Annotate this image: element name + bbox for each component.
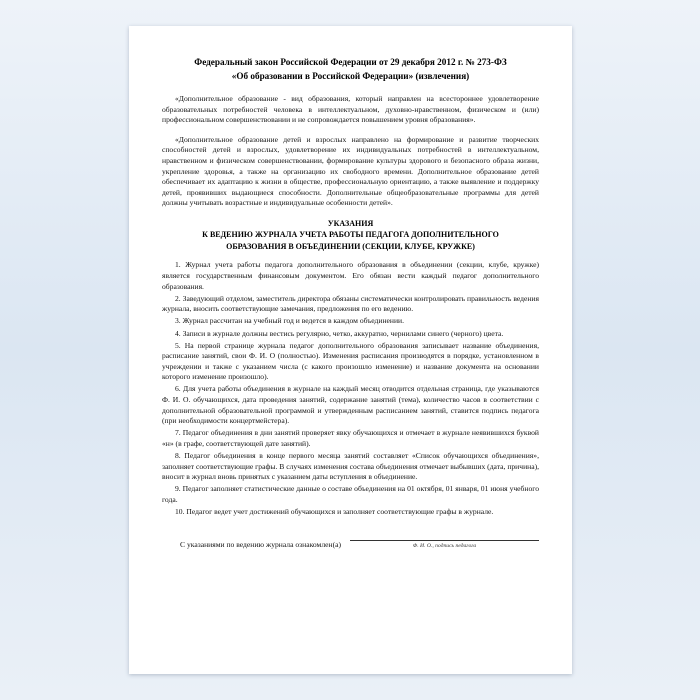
section-heading	[162, 218, 539, 253]
signature-caption: Ф. И. О., подпись педагога	[412, 542, 477, 549]
list-item: 6. Для учета работы объединения в журнале на каждый месяц отводится отдельная страница, где указываются Ф. И. О. обучающихся, дата проведения занятий, содержание занятий (тема), количество часов в соответствии с дополнительной образовательной программой и утвержденным расписанием занятий, ставится подпись педагога (при необходимости концертмейстера).	[162, 384, 539, 426]
document-title-line-1: Федеральный закон Российской Федерации от 29 декабря 2012 г. № 273-ФЗ	[194, 57, 507, 67]
document-page	[129, 26, 572, 674]
signature-line	[350, 531, 539, 541]
list-item: 10. Педагог ведет учет достижений обучающихся и заполняет соответствующие графы в журнале.	[175, 507, 494, 516]
intro-paragraph-2: «Дополнительное образование детей и взрослых направлено на формирование и развитие творческих способностей детей и взрослых, удовлетворение их индивидуальных потребностей в интеллектуальном, нравственном и физическом совершенствовании, формирование культуры здорового и безопасного образа жизни, укрепление здоровья, а также на организацию их свободного времени. Дополнительное образование детей обеспечивает их адаптацию к жизни в обществе, профессиональную ориентацию, а также выявление и поддержку детей, проявивших выдающиеся способности. Дополнительные общеобразовательные программы для детей должны учитывать возрастные и индивидуальные особенности детей».	[162, 134, 539, 208]
list-item: 2. Заведующий отделом, заместитель директора обязаны систематически контролировать правильность ведения журнала, вносить соответствующие замечания, предложения по его ведению.	[162, 293, 539, 314]
signature-block	[162, 531, 539, 549]
list-item: 4. Записи в журнале должны вестись регулярно, четко, аккуратно, чернилами синего (черного) цвета.	[175, 328, 504, 338]
list-item: 5. На первой странице журнала педагог дополнительного образования записывает название объединения, расписание занятий, свои Ф. И. О (полностью). Изменения расписания производятся в порядке, установленном в учреждении и также с указанием числа (с какого произошло изменение) и название документа на основании которого изменение произошло).	[162, 340, 539, 382]
page-title	[162, 56, 539, 83]
document-title-line-2: «Об образовании в Российской Федерации» (извлечения)	[231, 70, 470, 81]
list-item: 7. Педагог объединения в дни занятий проверяет явку обучающихся и отмечает в журнале неявившихся буквой «н» (в графе, соответствующей дате занятий).	[162, 428, 539, 448]
list-item: 3. Журнал рассчитан на учебный год и ведется в каждом объединении.	[175, 316, 404, 326]
list-item: 8. Педагог объединения в конце первого месяца занятий составляет «Список обучающихся объединения», заполняет соответствующие графы. В случаях изменения состава объединения отмечает выбывших (дата, причина), вносит в журнал вновь принятых с указанием даты вступления в объединение.	[162, 451, 539, 482]
rules-list	[162, 260, 539, 517]
section-heading-line-1: УКАЗАНИЯ	[327, 218, 374, 228]
section-heading-line-3: ОБРАЗОВАНИЯ В ОБЪЕДИНЕНИИ (СЕКЦИИ, КЛУБЕ, КРУЖКЕ)	[226, 241, 475, 251]
list-item: 1. Журнал учета работы педагога дополнительного образования в объединении (секции, клубе, кружке) является государственным финансовым документом. Его обязан вести каждый педагог дополнительного образования.	[162, 260, 539, 291]
signature-label: С указаниями по ведению журнала ознакомлен(а)	[180, 539, 342, 549]
paragraph-spacer	[162, 128, 539, 135]
signature-field	[350, 531, 539, 549]
intro-paragraph-1: «Дополнительное образование - вид образования, который направлен на всестороннее удовлетворение образовательных потребностей человека в интеллектуальном, духовно-нравственном, физическом и (или) профессиональном совершенствовании и не сопровождается повышением уровня образования».	[162, 94, 539, 125]
section-heading-line-2: К ВЕДЕНИЮ ЖУРНАЛА УЧЕТА РАБОТЫ ПЕДАГОГА ДОПОЛНИТЕЛЬНОГО	[202, 230, 499, 240]
list-item: 9. Педагог заполняет статистические данные о составе объединения на 01 октября, 01 января, 01 июня учебного года.	[162, 484, 539, 504]
